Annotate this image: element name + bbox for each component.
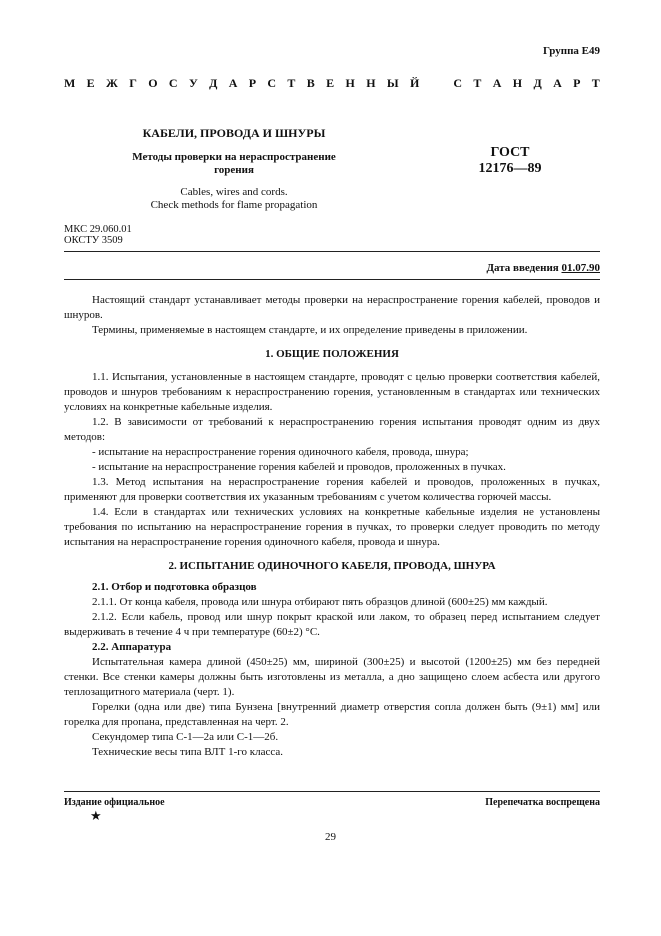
paragraph: 2.1.2. Если кабель, провод или шнур покрыт краской или лаком, то образец перед испытанием следует выдерживать в течение 4 ч при температуре (60±2) °С. [64, 611, 600, 638]
subtitle-line: горения [214, 164, 254, 176]
reprint-prohibited: Перепечатка воспрещена [485, 797, 600, 808]
banner-letter: М [64, 76, 76, 90]
paragraph: 2.1.1. От конца кабеля, провода или шнура отбирают пять образцов длиной (600±25) мм каждый. [92, 596, 548, 608]
banner-letter: Ы [386, 76, 399, 90]
subsection-heading: 2.2. Аппаратура [92, 641, 172, 653]
banner-letter: С [168, 76, 178, 90]
paragraph: 1.4. Если в стандартах или технических условиях на конкретные кабельные изделия не установлены требования по испытанию на нераспространение горения в пучках, то проверки следует проводить по методу испытания на нераспространение горения одиночного кабеля, провода и шнура. [64, 506, 600, 548]
banner-letter: Р [573, 76, 581, 90]
banner-letter: Н [366, 76, 376, 90]
official-edition: Издание официальное [64, 797, 165, 808]
page-number: 29 [325, 831, 336, 843]
okstu-code: ОКСТУ 3509 [64, 235, 123, 246]
banner-letter: В [306, 76, 315, 90]
banner-letter: У [188, 76, 198, 90]
classification-codes [64, 224, 132, 246]
banner-letter: Т [287, 76, 296, 90]
gost-number [470, 145, 550, 177]
paragraph: Горелки (одна или две) типа Бунзена [внутренний диаметр отверстия сопла должен быть (9±1) мм] или горелка для пропана, представленная на черт. 2. [64, 701, 600, 728]
star-icon: ★ [90, 808, 102, 823]
banner-letter: Е [86, 76, 95, 90]
banner-letter: Т [473, 76, 482, 90]
document-title: КАБЕЛИ, ПРОВОДА И ШНУРЫ [142, 126, 326, 140]
banner-letter: А [228, 76, 238, 90]
banner-letter: С [453, 76, 463, 90]
banner-letter: Д [533, 76, 542, 90]
paragraph: 1.2. В зависимости от требований к нераспространению горения испытания проводят одним из двух методов: [64, 416, 600, 443]
paragraph: Термины, применяемые в настоящем стандарте, и их определение приведены в приложении. [92, 324, 528, 336]
divider [64, 251, 600, 252]
banner-letter: Е [326, 76, 335, 90]
banner-letter: Р [248, 76, 257, 90]
paragraph: Секундомер типа С-1—2а или С-1—2б. [92, 731, 279, 743]
subsection-heading: 2.1. Отбор и подготовка образцов [92, 581, 257, 593]
date-label: Дата введения [486, 262, 559, 274]
section-heading: 2. ИСПЫТАНИЕ ОДИНОЧНОГО КАБЕЛЯ, ПРОВОДА, ШНУРА [168, 560, 496, 572]
paragraph: Настоящий стандарт устанавливает методы проверки на нераспространение горения кабелей, проводов и шнуров. [64, 294, 600, 321]
document-subtitle [64, 151, 404, 177]
divider [64, 279, 600, 280]
gost-code: 12176—89 [478, 161, 542, 176]
list-item: - испытание на нераспространение горения одиночного кабеля, провода, шнура; [92, 446, 469, 458]
english-title-line: Cables, wires and cords. [180, 186, 288, 198]
banner-letter: Й [410, 76, 420, 90]
english-title-line: Check methods for flame propagation [150, 199, 318, 211]
paragraph: Испытательная камера длиной (450±25) мм, шириной (300±25) и высотой (1200±25) мм без передней стенки. Все стенки камеры должны быть изготовлены из металла, а дно защищено слоем асбеста или другого теплозащитного материала (черт. 1). [64, 656, 600, 698]
document-body [64, 293, 600, 760]
paragraph: 1.3. Метод испытания на нераспространение горения кабелей и проводов, проложенных в пучках, применяют для проверки соответствия их указанным требованиям с учетом количества горючей массы. [64, 476, 600, 503]
banner-letter: А [492, 76, 502, 90]
gost-label: ГОСТ [490, 145, 530, 160]
banner-letter: Ж [106, 76, 118, 90]
section-heading: 1. ОБЩИЕ ПОЛОЖЕНИЯ [265, 348, 399, 360]
list-item: - испытание на нераспространение горения кабелей и проводов, проложенных в пучках. [92, 461, 506, 473]
banner-letter: Н [512, 76, 523, 90]
standard-banner [64, 76, 600, 91]
date-value: 01.07.90 [561, 262, 600, 274]
group-code: Группа Е49 [542, 45, 600, 57]
divider [64, 791, 600, 792]
banner-letter: А [553, 76, 562, 90]
banner-letter: Н [345, 76, 355, 90]
banner-letter: Г [129, 76, 137, 90]
banner-letter: Д [209, 76, 218, 90]
banner-letter: Т [591, 76, 600, 90]
banner-letter: О [148, 76, 158, 90]
mks-code: МКС 29.060.01 [64, 224, 132, 235]
banner-letter: С [267, 76, 277, 90]
subtitle-line: Методы проверки на нераспространение [132, 151, 336, 163]
paragraph: Технические весы типа ВЛТ 1-го класса. [92, 746, 284, 758]
paragraph: 1.1. Испытания, установленные в настоящем стандарте, проводят с целью проверки соответствия кабелей, проводов и шнуров требованиям к нераспространению горения, установленным в стандартах или технических условиях на конкретные кабельные изделия. [64, 371, 600, 413]
effective-date [486, 262, 600, 274]
english-title [64, 186, 404, 212]
